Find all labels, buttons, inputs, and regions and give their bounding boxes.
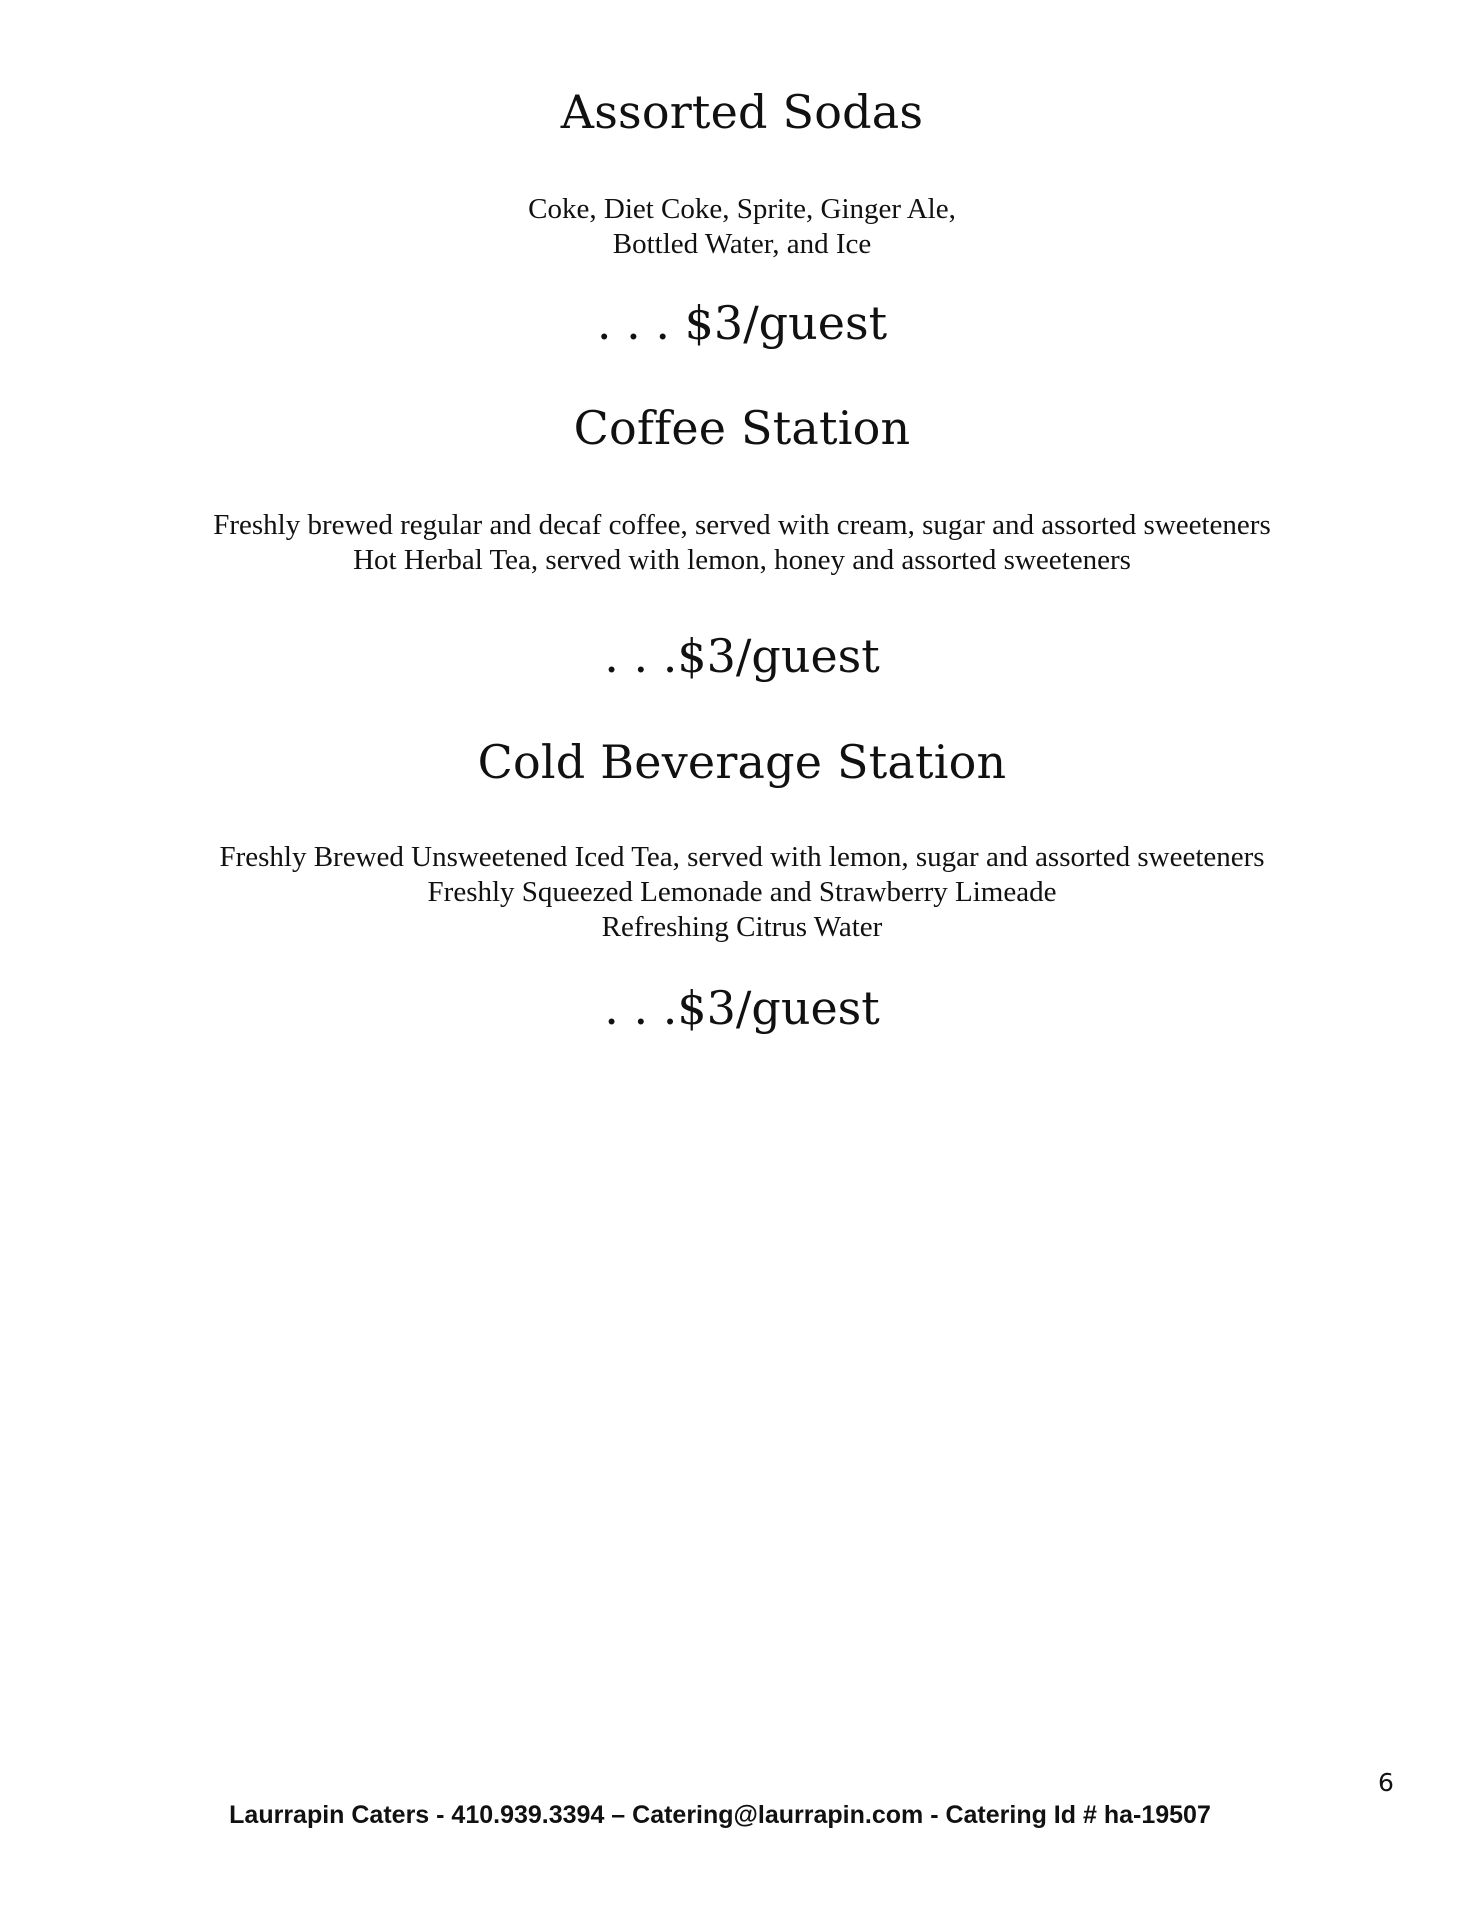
description-line: Bottled Water, and Ice (612, 228, 872, 260)
section-title-cold-beverage-station: Cold Beverage Station (477, 735, 1007, 789)
description-line: Freshly brewed regular and decaf coffee, served with cream, sugar and assorted sweeteners (213, 509, 1271, 541)
section-price-cold-beverage-station: . . .$3/guest (604, 981, 880, 1035)
section-price-coffee-station: . . .$3/guest (604, 629, 880, 683)
description-line: Refreshing Citrus Water (601, 911, 883, 943)
section-price-assorted-sodas: . . . $3/guest (596, 296, 888, 350)
footer-contact: Laurrapin Caters - 410.939.3394 – Catering@laurrapin.com - Catering Id # ha-19507 (229, 1801, 1211, 1829)
section-description-cold-beverage-station (0, 840, 1484, 945)
description-line: Hot Herbal Tea, served with lemon, honey and assorted sweeteners (353, 544, 1131, 576)
section-title-coffee-station: Coffee Station (573, 401, 911, 455)
description-line: Coke, Diet Coke, Sprite, Ginger Ale, (528, 193, 956, 225)
description-line: Freshly Brewed Unsweetened Iced Tea, served with lemon, sugar and assorted sweeteners (219, 841, 1265, 873)
description-line: Freshly Squeezed Lemonade and Strawberry Limeade (427, 876, 1057, 908)
section-description-assorted-sodas (0, 192, 1484, 262)
section-title-assorted-sodas: Assorted Sodas (560, 85, 924, 139)
section-description-coffee-station (0, 508, 1484, 578)
page-number: 6 (1378, 1768, 1394, 1797)
